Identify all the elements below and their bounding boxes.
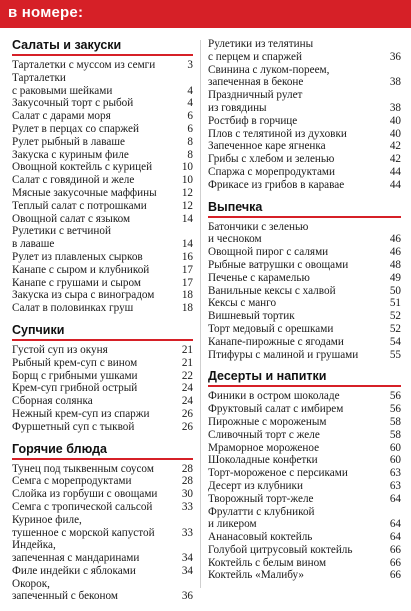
toc-entry-page: 40 <box>389 127 401 140</box>
toc-entry[interactable] <box>208 153 401 166</box>
toc-entry[interactable] <box>12 213 193 226</box>
toc-entry[interactable] <box>208 140 401 153</box>
toc-entry-page: 38 <box>389 76 401 89</box>
toc-entry-page: 26 <box>181 420 193 433</box>
toc-entry-title: Ананасовый коктейль <box>208 531 313 544</box>
section-title: Десерты и напитки <box>208 369 401 387</box>
toc-entry-title: Семга с морепродуктами <box>12 475 132 488</box>
toc-entry[interactable] <box>208 390 401 403</box>
toc-entry-page: 12 <box>181 199 193 212</box>
toc-entry-title: Торт медовый с орешками <box>208 322 334 335</box>
toc-entry-title: Ванильные кексы с халвой <box>208 284 336 297</box>
toc-entry-title: Шоколадные конфетки <box>208 454 318 467</box>
toc-entry[interactable] <box>208 416 401 429</box>
toc-entry-title: Рыбные ватрушки с овощами <box>208 258 349 271</box>
toc-entry-title: Тарталетки с муссом из семги <box>12 59 156 71</box>
page-title: в номере: <box>8 4 84 21</box>
section-title: Салаты и закуски <box>12 38 193 56</box>
toc-entry-title: Закуска из сыра с виноградом <box>12 289 155 302</box>
toc-entry-title: Канапе с грушами и сыром <box>12 276 141 289</box>
toc-entry[interactable] <box>12 277 193 290</box>
toc-entry-title: Мясные закусочные маффины <box>12 186 157 199</box>
toc-entry[interactable] <box>12 463 193 476</box>
toc-entry[interactable] <box>12 302 193 315</box>
toc-entry-page: 60 <box>389 441 401 454</box>
toc-entry-title: Коктейль «Малибу» <box>208 569 305 582</box>
toc-entry-page: 64 <box>389 492 401 505</box>
toc-entry[interactable] <box>208 569 401 582</box>
toc-entry[interactable] <box>208 442 401 455</box>
toc-entry-page: 10 <box>181 174 193 187</box>
toc-entry[interactable] <box>208 531 401 544</box>
toc-entry-title: Печенье с карамелью <box>208 271 310 284</box>
toc-entry-title: Крем-суп грибной острый <box>12 382 138 395</box>
toc-entry-page: 49 <box>389 271 401 284</box>
toc-entry[interactable] <box>12 187 193 200</box>
toc-entry-title: Филе индейки с яблоками <box>12 564 136 577</box>
toc-entry-page: 64 <box>389 531 401 544</box>
toc-entry-title: Салат в половинках груш <box>12 302 134 315</box>
toc-entry-page: 17 <box>181 263 193 276</box>
toc-entry[interactable] <box>12 408 193 421</box>
toc-entry-page: 42 <box>389 140 401 153</box>
toc-entry-title: Салат с дарами моря <box>12 110 111 123</box>
toc-entry-title: Окорок, запеченный с беконом <box>12 577 118 603</box>
toc-entry[interactable] <box>12 501 193 514</box>
toc-entry-page: 33 <box>181 526 193 539</box>
toc-entry-title: Вишневый тортик <box>208 310 295 323</box>
toc-entry-page: 21 <box>181 356 193 369</box>
toc-entry-title: Рулетики с ветчиной в лаваше <box>12 225 111 251</box>
toc-entry-title: Закуска с куриным филе <box>12 148 129 161</box>
toc-entry[interactable] <box>12 370 193 383</box>
toc-entry[interactable] <box>208 544 401 557</box>
toc-entry-title: Овощной коктейль с курицей <box>12 161 153 174</box>
toc-entry-title: Борщ с грибными ушками <box>12 369 138 382</box>
toc-entry-title: Тарталетки с раковыми шейками <box>12 71 113 97</box>
toc-entry-page: 63 <box>389 479 401 492</box>
toc-entry[interactable] <box>208 454 401 467</box>
toc-entry[interactable] <box>12 395 193 408</box>
toc-entry-page: 54 <box>389 335 401 348</box>
toc-entry[interactable] <box>12 488 193 501</box>
toc-entry-page: 42 <box>389 153 401 166</box>
toc-entry-title: Фуршетный суп с тыквой <box>12 420 135 433</box>
toc-entry-page: 26 <box>181 407 193 420</box>
toc-entry-title: Пирожные с мороженым <box>208 415 327 428</box>
toc-entry-title: Птифуры с малиной и грушами <box>208 348 359 361</box>
toc-entry[interactable] <box>208 429 401 442</box>
toc-entry-title: Грибы с хлебом и зеленью <box>208 153 335 166</box>
toc-entry[interactable] <box>12 110 193 123</box>
toc-entry-page: 52 <box>389 322 401 335</box>
toc-entry[interactable] <box>12 421 193 434</box>
toc-entry[interactable] <box>208 310 401 323</box>
toc-entry-page: 58 <box>389 428 401 441</box>
toc-entry-title: Густой суп из окуня <box>12 343 108 356</box>
toc-entry-title: Закусочный торт с рыбой <box>12 97 134 110</box>
toc-entry-page: 21 <box>181 343 193 356</box>
toc-entry[interactable] <box>12 161 193 174</box>
toc-entry-page: 6 <box>187 122 193 135</box>
toc-entry-title: Теплый салат с потрошками <box>12 199 147 212</box>
toc-section <box>208 38 401 192</box>
toc-entry-title: Куриное филе, тушенное с морской капустой <box>12 513 155 539</box>
toc-entry-page: 24 <box>181 382 193 395</box>
toc-entry[interactable] <box>12 136 193 149</box>
toc-entry[interactable] <box>208 115 401 128</box>
toc-entry[interactable] <box>12 59 193 72</box>
toc-entry-page: 33 <box>181 500 193 513</box>
section-title: Выпечка <box>208 200 401 218</box>
toc-entry[interactable] <box>208 89 401 115</box>
toc-entry-page: 40 <box>389 114 401 127</box>
toc-entry-page: 60 <box>389 454 401 467</box>
toc-entry[interactable] <box>208 403 401 416</box>
toc-entry[interactable] <box>12 578 193 604</box>
section-title: Супчики <box>12 323 193 341</box>
toc-entry-page: 18 <box>181 289 193 302</box>
toc-entry[interactable] <box>12 97 193 110</box>
toc-entry-page: 55 <box>389 348 401 361</box>
toc-entry-title: Запеченное каре ягненка <box>208 140 326 153</box>
toc-entry[interactable] <box>208 272 401 285</box>
toc-entry-title: Спаржа с морепродуктами <box>208 165 335 178</box>
toc-entry[interactable] <box>208 259 401 272</box>
toc-entry[interactable] <box>12 289 193 302</box>
toc-entry[interactable] <box>208 166 401 179</box>
toc-entry[interactable] <box>208 221 401 247</box>
toc-entry-page: 44 <box>389 165 401 178</box>
section-title: Горячие блюда <box>12 442 193 460</box>
toc-entry[interactable] <box>208 179 401 192</box>
toc-entry-title: Семга с тропической сальсой <box>12 500 153 513</box>
toc-section <box>208 200 401 362</box>
toc-entry[interactable] <box>12 357 193 370</box>
toc-entry-title: Фруктовый салат с имбирем <box>208 403 344 416</box>
toc-entry-page: 4 <box>187 84 193 97</box>
toc-entry[interactable] <box>208 246 401 259</box>
toc-entry-page: 10 <box>181 161 193 174</box>
toc-entry[interactable] <box>12 475 193 488</box>
toc-entry-title: Фрулатти с клубникой и ликером <box>208 505 315 531</box>
toc-entry-page: 66 <box>389 569 401 582</box>
toc-entry-title: Ростбиф в горчице <box>208 114 298 127</box>
column-divider <box>200 40 201 588</box>
toc-entry-page: 14 <box>181 212 193 225</box>
toc-entry[interactable] <box>208 128 401 141</box>
toc-entry-title: Тунец под тыквенным соусом <box>12 462 154 475</box>
toc-entry-page: 48 <box>389 258 401 271</box>
toc-entry[interactable] <box>12 382 193 395</box>
toc-entry-title: Творожный торт-желе <box>208 492 314 505</box>
toc-entry-page: 17 <box>181 276 193 289</box>
toc-entry-title: Рыбный крем-суп с вином <box>12 356 138 369</box>
toc-entry[interactable] <box>208 64 401 90</box>
header-bar <box>0 0 411 28</box>
toc-entry-title: Коктейль с белым вином <box>208 556 327 569</box>
toc-entry-title: Батончики с зеленью и чесноком <box>208 220 309 246</box>
toc-entry-page: 24 <box>181 395 193 408</box>
toc-entry-title: Финики в остром шоколаде <box>208 390 340 403</box>
toc-entry[interactable] <box>208 349 401 362</box>
toc-entry[interactable] <box>208 297 401 310</box>
toc-entry[interactable] <box>12 539 193 565</box>
toc-entry-page: 22 <box>181 369 193 382</box>
toc-entry-page: 44 <box>389 178 401 191</box>
toc-entry-title: Плов с телятиной из духовки <box>208 127 347 140</box>
toc-entry-page: 64 <box>389 518 401 531</box>
toc-entry-title: Рулет рыбный в лаваше <box>12 135 125 148</box>
toc-entry-page: 4 <box>187 97 193 110</box>
toc-entry-title: Нежный крем-суп из спаржи <box>12 407 150 420</box>
toc-entry[interactable] <box>208 38 401 64</box>
toc-entry-title: Индейка, запеченная с мандаринами <box>12 539 140 565</box>
toc-entry[interactable] <box>12 174 193 187</box>
toc-section <box>12 442 193 604</box>
toc-entry-page: 12 <box>181 186 193 199</box>
toc-entry-page: 36 <box>389 50 401 63</box>
toc-entry[interactable] <box>12 344 193 357</box>
toc-entry-page: 16 <box>181 250 193 263</box>
toc-entry-title: Фрикасе из грибов в караваe <box>208 178 345 191</box>
toc-entry-page: 30 <box>181 488 193 501</box>
toc-right-column <box>208 38 401 590</box>
toc-entry[interactable] <box>208 480 401 493</box>
toc-entry-title: Свинина с луком-пореем, запеченная в беконе <box>208 63 330 89</box>
toc-section <box>12 38 193 315</box>
toc-entry-title: Канапе-пирожные с ягодами <box>208 335 344 348</box>
toc-entry-page: 36 <box>181 590 193 603</box>
toc-entry[interactable] <box>12 514 193 540</box>
toc-entry-page: 3 <box>187 59 193 71</box>
toc-entry[interactable] <box>208 323 401 336</box>
toc-entry-title: Кексы с манго <box>208 297 277 310</box>
toc-entry[interactable] <box>208 506 401 532</box>
toc-entry[interactable] <box>12 200 193 213</box>
toc-entry-title: Мраморное мороженое <box>208 441 320 454</box>
toc-entry-page: 8 <box>187 148 193 161</box>
toc-entry[interactable] <box>208 336 401 349</box>
toc-entry-page: 51 <box>389 297 401 310</box>
toc-entry-title: Рулет в перцах со спаржей <box>12 122 139 135</box>
toc-entry-page: 8 <box>187 135 193 148</box>
toc-entry-page: 34 <box>181 564 193 577</box>
toc-entry-title: Канапе с сыром и клубникой <box>12 263 150 276</box>
toc-entry-page: 28 <box>181 462 193 475</box>
toc-entry-title: Десерт из клубники <box>208 479 303 492</box>
toc-entry-title: Торт-мороженое с персиками <box>208 467 348 480</box>
toc-entry-page: 14 <box>181 238 193 251</box>
toc-entry[interactable] <box>12 149 193 162</box>
toc-entry-page: 56 <box>389 403 401 416</box>
toc-entry-page: 46 <box>389 233 401 246</box>
toc-entry[interactable] <box>12 123 193 136</box>
toc-entry[interactable] <box>208 467 401 480</box>
toc-entry-page: 56 <box>389 390 401 403</box>
toc-entry[interactable] <box>208 557 401 570</box>
toc-entry-page: 58 <box>389 415 401 428</box>
toc-section <box>208 369 401 582</box>
toc-entry-title: Овощной пирог с салями <box>208 246 329 259</box>
toc-entry[interactable] <box>12 565 193 578</box>
toc-entry-page: 66 <box>389 543 401 556</box>
toc-entry-title: Слойка из горбуши с овощами <box>12 488 158 501</box>
toc-entry-page: 34 <box>181 552 193 565</box>
toc-entry-title: Овощной салат с языком <box>12 212 131 225</box>
toc-entry[interactable] <box>12 251 193 264</box>
toc-entry[interactable] <box>12 72 193 98</box>
toc-entry-title: Праздничный рулет из говядины <box>208 89 303 114</box>
toc-entry-title: Рулет из плавленых сырков <box>12 250 143 263</box>
toc-entry[interactable] <box>208 285 401 298</box>
toc-entry-title: Сборная солянка <box>12 395 93 408</box>
toc-entry-page: 28 <box>181 475 193 488</box>
toc-entry-title: Сливочный торт с желе <box>208 428 320 441</box>
toc-entry-page: 52 <box>389 310 401 323</box>
toc-entry-page: 66 <box>389 556 401 569</box>
toc-entry-title: Рулетики из телятины с перцем и спаржей <box>208 38 314 63</box>
toc-entry-page: 46 <box>389 246 401 259</box>
toc-entry-page: 63 <box>389 467 401 480</box>
toc-entry-page: 6 <box>187 110 193 123</box>
toc-entry-page: 50 <box>389 284 401 297</box>
toc-entry-page: 38 <box>389 101 401 114</box>
toc-entry-page: 18 <box>181 302 193 315</box>
toc-left-column <box>12 38 193 611</box>
toc-entry[interactable] <box>12 225 193 251</box>
toc-entry[interactable] <box>208 493 401 506</box>
toc-entry-title: Салат с говядиной и желе <box>12 174 135 187</box>
toc-section <box>12 323 193 434</box>
toc-entry-title: Голубой цитрусовый коктейль <box>208 543 353 556</box>
toc-entry[interactable] <box>12 264 193 277</box>
